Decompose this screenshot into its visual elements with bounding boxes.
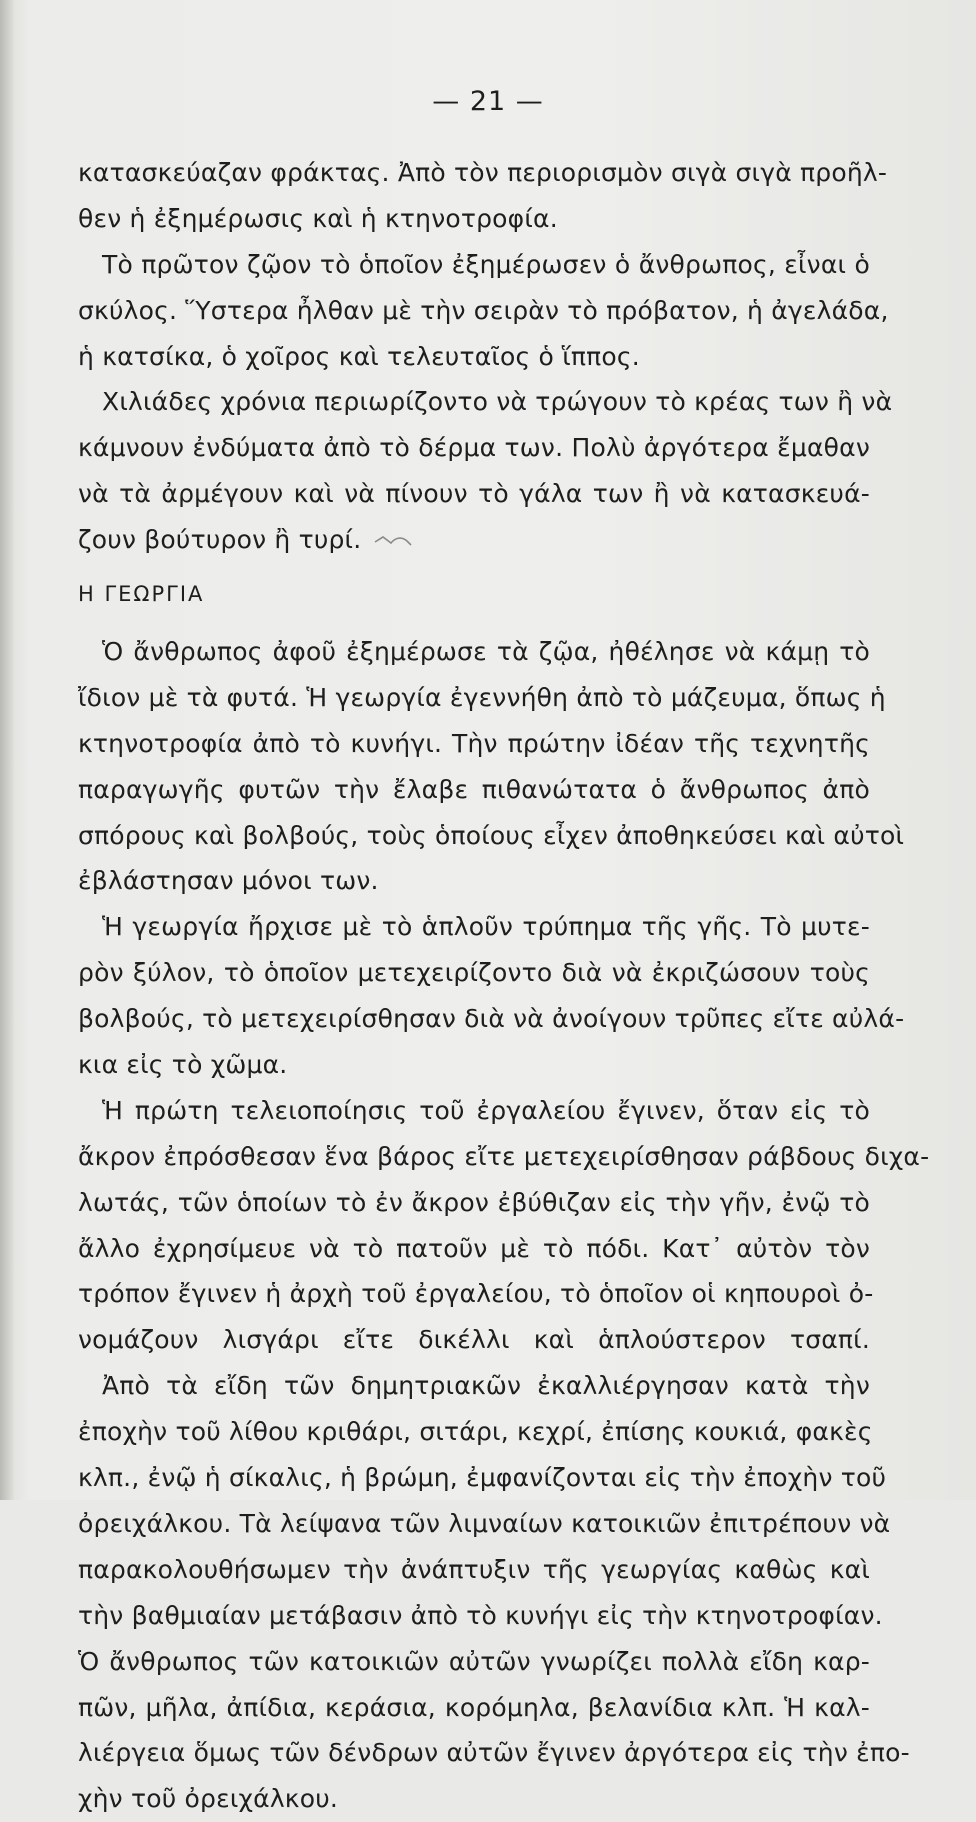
text-line	[78, 950, 870, 996]
text-line	[78, 379, 893, 425]
text-line	[78, 996, 905, 1042]
text-line	[78, 813, 905, 859]
text-line	[78, 196, 870, 242]
text-line-content: παραγωγῆς φυτῶν τὴν ἔλαβε πιθανώτατα ὁ ἄνθρωπος ἀπὸ	[78, 774, 870, 804]
text-line	[78, 1317, 870, 1363]
text-line-content: κτηνοτροφία ἀπὸ τὸ κυνήγι. Τὴν πρώτην ἰδέαν τῆς τεχνητῆς	[78, 728, 870, 758]
text-line	[78, 675, 886, 721]
text-line-content: κατασκεύαζαν φράκτας. Ἀπὸ τὸν περιορισμὸν σιγὰ σιγὰ προῆλ-	[78, 158, 888, 187]
text-line	[78, 517, 870, 563]
text-line-content: ζουν βούτυρον ἢ τυρί.	[78, 525, 362, 555]
text-line-content: Ἀπὸ τὰ εἴδη τῶν δημητριακῶν ἐκαλλιέργησαν κατὰ τὴν	[102, 1371, 870, 1401]
text-line-content: σπόρους καὶ βολβούς, τοὺς ὁποίους εἶχεν ἀποθηκεύσει καὶ αὐτοὶ	[78, 820, 905, 850]
text-line	[78, 858, 870, 904]
text-line	[78, 1730, 910, 1776]
text-line-content: ἄλλο ἐχρησίμευε νὰ τὸ πατοῦν μὲ τὸ πόδι. Κατ᾿ αὐτὸν τὸν	[78, 1233, 870, 1263]
text-line	[78, 242, 870, 288]
text-line	[78, 288, 889, 334]
text-line-content: τρόπον ἔγινεν ἡ ἀρχὴ τοῦ ἐργαλείου, τὸ ὁποῖον οἱ κηπουροὶ ὀ-	[78, 1279, 874, 1309]
text-line-content: ὀρειχάλκου. Τὰ λείψανα τῶν λιμναίων κατοικιῶν ἐπιτρέπουν νὰ	[78, 1508, 891, 1538]
text-line-content: βολβούς, τὸ μετεχειρίσθησαν διὰ νὰ ἀνοίγουν τρῦπες εἴτε αὐλά-	[78, 1004, 905, 1034]
text-line	[78, 1363, 870, 1409]
text-line	[78, 1501, 891, 1547]
text-line-content: Ἡ πρώτη τελειοποίησις τοῦ ἐργαλείου ἔγινεν, ὅταν εἰς τὸ	[102, 1095, 870, 1125]
text-line-content: νομάζουν λισγάρι εἴτε δικέλλι καὶ ἁπλούστερον τσαπί.	[78, 1325, 870, 1355]
text-line	[78, 1180, 870, 1226]
text-line	[78, 1088, 870, 1134]
text-line-content: ἄκρον ἐπρόσθεσαν ἕνα βάρος εἴτε μετεχειρίσθησαν ράβδους διχα-	[78, 1141, 930, 1171]
text-line	[78, 1409, 873, 1455]
text-line	[78, 1547, 870, 1593]
text-line	[78, 1685, 870, 1731]
text-line	[78, 1639, 870, 1685]
text-line	[78, 1226, 870, 1272]
body-text	[78, 150, 930, 1822]
text-line-content: Χιλιάδες χρόνια περιωρίζοντο νὰ τρώγουν τὸ κρέας των ἢ νὰ	[102, 387, 893, 417]
text-line	[78, 1271, 874, 1317]
text-line	[78, 150, 888, 196]
text-line-content: πῶν, μῆλα, ἀπίδια, κεράσια, κορόμηλα, βελανίδια κλπ. Ἡ καλ-	[78, 1692, 870, 1722]
text-line-content: Ὁ ἄνθρωπος τῶν κατοικιῶν αὐτῶν γνωρίζει πολλὰ εἴδη καρ-	[78, 1646, 870, 1676]
text-line-content: θεν ἡ ἐξημέρωσις καὶ ἡ κτηνοτροφία.	[78, 203, 558, 233]
text-line-content: νὰ τὰ ἀρμέγουν καὶ νὰ πίνουν τὸ γάλα των ἢ νὰ κατασκευά-	[78, 479, 870, 509]
text-line-content: κάμνουν ἐνδύματα ἀπὸ τὸ δέρμα των. Πολὺ ἀργότερα ἔμαθαν	[78, 433, 870, 463]
text-line-content: κλπ., ἐνῷ ἡ σίκαλις, ἡ βρώμη, ἐμφανίζονται εἰς τὴν ἐποχὴν τοῦ	[78, 1463, 887, 1493]
text-line	[78, 721, 870, 767]
text-line-content: ἡ κατσίκα, ὁ χοῖρος καὶ τελευταῖος ὁ ἵππος.	[78, 341, 640, 371]
text-line-content: χὴν τοῦ ὀρειχάλκου.	[78, 1784, 339, 1814]
text-line	[78, 1776, 870, 1822]
pencil-scribble-icon	[373, 532, 413, 550]
text-line-content: ἴδιον μὲ τὰ φυτά. Ἡ γεωργία ἐγεννήθη ἀπὸ τὸ μάζευμα, ὅπως ἡ	[78, 682, 886, 712]
text-line	[78, 425, 870, 471]
text-line-content: ρὸν ξύλον, τὸ ὁποῖον μετεχειρίζοντο διὰ νὰ ἐκριζώσουν τοὺς	[78, 958, 870, 988]
text-line	[78, 767, 870, 813]
text-line-content: Ἡ γεωργία ἤρχισε μὲ τὸ ἁπλοῦν τρύπημα τῆς γῆς. Τὸ μυτε-	[102, 912, 870, 942]
text-line-content: Ὁ ἄνθρωπος ἀφοῦ ἐξημέρωσε τὰ ζῷα, ἠθέλησε νὰ κάμῃ τὸ	[102, 637, 870, 667]
text-line-content: ἐποχὴν τοῦ λίθου κριθάρι, σιτάρι, κεχρί, ἐπίσης κουκιά, φακὲς	[78, 1417, 873, 1447]
text-line-content: κια εἰς τὸ χῶμα.	[78, 1050, 288, 1080]
text-line-content: Τὸ πρῶτον ζῷον τὸ ὁποῖον ἐξημέρωσεν ὁ ἄνθρωπος, εἶναι ὁ	[102, 249, 870, 279]
text-line	[78, 471, 870, 517]
text-line	[78, 1455, 887, 1501]
text-line	[78, 1042, 870, 1088]
page-binding-edge	[0, 0, 14, 1500]
section-heading	[78, 567, 870, 621]
text-line	[78, 904, 870, 950]
text-line-content: παρακολουθήσωμεν τὴν ἀνάπτυξιν τῆς γεωργίας καθὼς καὶ	[78, 1554, 870, 1584]
text-line-content: λωτάς, τῶν ὁποίων τὸ ἐν ἄκρον ἐβύθιζαν εἰς τὴν γῆν, ἐνῷ τὸ	[78, 1187, 870, 1217]
text-line-content: Η ΓΕΩΡΓΙΑ	[78, 582, 205, 607]
text-line-content: τὴν βαθμιαίαν μετάβασιν ἀπὸ τὸ κυνήγι εἰς τὴν κτηνοτροφίαν.	[78, 1600, 883, 1630]
text-line-content: λιέργεια ὅμως τῶν δένδρων αὐτῶν ἔγινεν ἀργότερα εἰς τὴν ἐπο-	[78, 1738, 910, 1768]
text-line	[78, 1593, 883, 1639]
text-line	[78, 1134, 930, 1180]
text-line	[78, 629, 870, 675]
text-line-content: ἐβλάστησαν μόνοι των.	[78, 866, 379, 896]
text-line	[78, 334, 870, 380]
text-line-content: σκύλος. Ὕστερα ἦλθαν μὲ τὴν σειρὰν τὸ πρόβατον, ἡ ἀγελάδα,	[78, 295, 889, 325]
page-number: — 21 —	[432, 86, 544, 117]
